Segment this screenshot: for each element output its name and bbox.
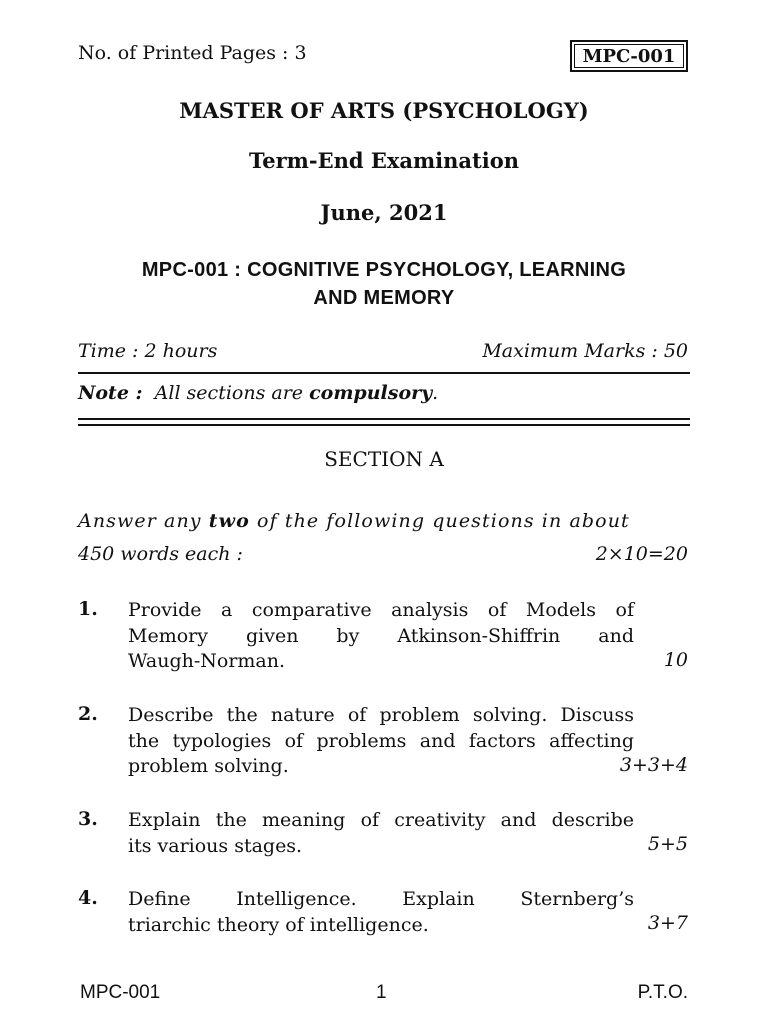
section-marks: 2×10=20	[595, 543, 688, 565]
instruction-pre: Answer any	[78, 510, 202, 532]
section-title: SECTION A	[324, 447, 444, 471]
question-line: problem solving.	[128, 755, 289, 777]
question-number: 3.	[78, 808, 98, 830]
printed-pages-label: No. of Printed Pages : 3	[78, 42, 307, 64]
note-label: Note :	[78, 382, 143, 404]
instruction-emphasis: two	[208, 510, 250, 532]
instruction-post: of the following questions in about	[257, 510, 630, 532]
question-text	[128, 887, 634, 938]
double-divider-bottom	[78, 424, 690, 426]
question-marks: 5+5	[647, 833, 688, 855]
course-title-line-1: MPC-001 : COGNITIVE PSYCHOLOGY, LEARNING	[141, 259, 627, 281]
question-marks: 10	[663, 649, 688, 671]
double-divider-top	[78, 418, 690, 420]
question-marks: 3+7	[647, 912, 688, 934]
question-line: Describe the nature of problem solving. Discuss	[128, 704, 634, 726]
divider	[78, 372, 690, 374]
note-period: .	[432, 382, 439, 404]
course-code: MPC-001	[574, 44, 684, 68]
note-text: All sections are	[154, 382, 304, 404]
course-code-box	[570, 40, 688, 72]
question-marks: 3+3+4	[619, 754, 688, 776]
maximum-marks: Maximum Marks : 50	[482, 340, 688, 362]
question-number: 4.	[78, 887, 98, 909]
note	[78, 382, 438, 404]
exam-date: June, 2021	[320, 200, 448, 225]
question-text	[128, 703, 634, 780]
question-number: 1.	[78, 598, 98, 620]
question-line: Memory given by Atkinson-Shiffrin and	[128, 624, 634, 647]
question-line: Define Intelligence. Explain Sternberg’s	[128, 888, 634, 910]
please-turn-over: P.T.O.	[637, 982, 688, 1003]
question-line: the typologies of problems and factors affecting	[128, 729, 634, 752]
question-line: Provide a comparative analysis of Models of	[128, 599, 634, 621]
question-text	[128, 808, 634, 859]
section-instruction	[78, 510, 630, 532]
course-title-line-2: AND MEMORY	[313, 287, 455, 309]
question-line: triarchic theory of intelligence.	[128, 913, 429, 936]
time-allowed: Time : 2 hours	[78, 340, 218, 362]
degree-title: MASTER OF ARTS (PSYCHOLOGY)	[179, 98, 589, 123]
section-instruction-line-2: 450 words each :	[78, 543, 243, 565]
footer-course-code: MPC-001	[80, 982, 161, 1003]
question-line: Explain the meaning of creativity and describe	[128, 809, 634, 831]
question-line: Waugh-Norman.	[128, 650, 286, 672]
note-emphasis: compulsory	[309, 382, 433, 404]
question-number: 2.	[78, 703, 98, 725]
question-line: its various stages.	[128, 834, 303, 857]
course-title	[0, 256, 768, 312]
exam-title: Term-End Examination	[248, 148, 519, 173]
page-number: 1	[376, 982, 387, 1003]
question-text	[128, 598, 634, 675]
